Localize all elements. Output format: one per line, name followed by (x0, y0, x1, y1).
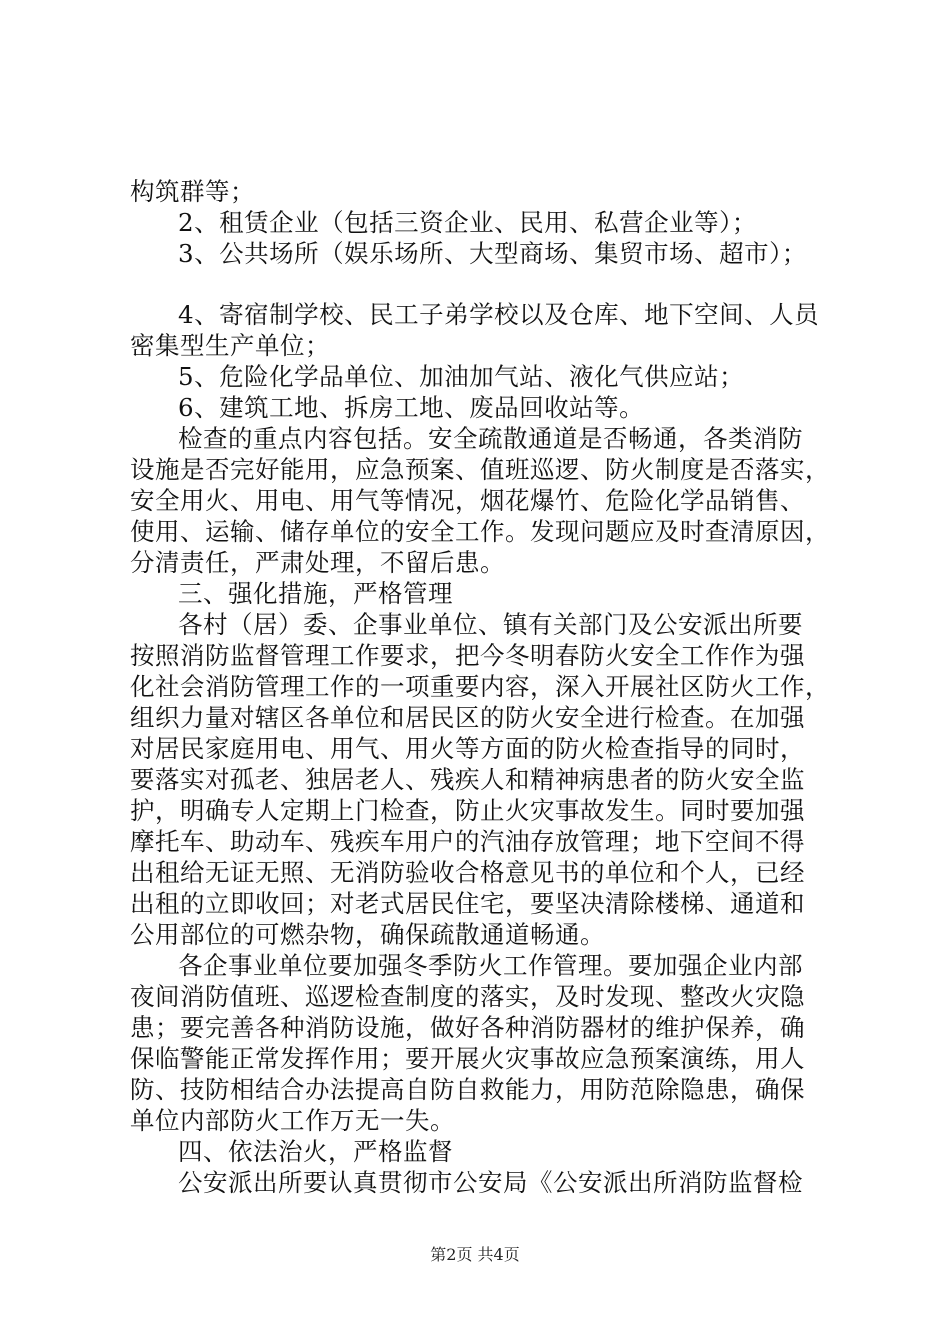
text-line: 护，明确专人定期上门检查，防止火灾事故发生。同时要加强 (130, 796, 805, 825)
section-heading: 四、依法治火，严格监督 (178, 1137, 453, 1166)
text-line: 组织力量对辖区各单位和居民区的防火安全进行检查。在加强 (130, 703, 805, 732)
text-line: 密集型生产单位； (130, 331, 330, 360)
text-line: 出租的立即收回；对老式居民住宅，要坚决清除楼梯、通道和 (130, 889, 805, 918)
text-line: 6、建筑工地、拆房工地、废品回收站等。 (178, 393, 645, 422)
text-line: 公安派出所要认真贯彻市公安局《公安派出所消防监督检 (178, 1168, 803, 1197)
text-line: 构筑群等； (130, 177, 255, 206)
text-line: 安全用火、用电、用气等情况，烟花爆竹、危险化学品销售、 (130, 486, 805, 515)
text-line: 夜间消防值班、巡逻检查制度的落实，及时发现、整改火灾隐 (130, 982, 805, 1011)
text-line: 公用部位的可燃杂物，确保疏散通道畅通。 (130, 920, 605, 949)
text-line: 各村（居）委、企事业单位、镇有关部门及公安派出所要 (178, 610, 803, 639)
text-line: 对居民家庭用电、用气、用火等方面的防火检查指导的同时， (130, 734, 805, 763)
text-line: 按照消防监督管理工作要求，把今冬明春防火安全工作作为强 (130, 641, 805, 670)
section-heading: 三、强化措施，严格管理 (178, 579, 453, 608)
text-line: 各企事业单位要加强冬季防火工作管理。要加强企业内部 (178, 951, 803, 980)
text-line: 出租给无证无照、无消防验收合格意见书的单位和个人，已经 (130, 858, 805, 887)
text-line: 使用、运输、储存单位的安全工作。发现问题应及时查清原因， (130, 517, 830, 546)
text-line: 5、危险化学品单位、加油加气站、液化气供应站； (178, 362, 745, 391)
text-line: 防、技防相结合办法提高自防自救能力，用防范除隐患，确保 (130, 1075, 805, 1104)
page-footer: 第2页 共4页 (430, 1245, 520, 1264)
text-line: 保临警能正常发挥作用；要开展火灾事故应急预案演练，用人 (130, 1044, 805, 1073)
text-line: 分清责任，严肃处理，不留后患。 (130, 548, 505, 577)
text-line: 设施是否完好能用，应急预案、值班巡逻、防火制度是否落实， (130, 455, 830, 484)
text-line: 患；要完善各种消防设施，做好各种消防器材的维护保养，确 (130, 1013, 805, 1042)
text-line: 2、租赁企业（包括三资企业、民用、私营企业等）； (178, 208, 757, 237)
text-line: 检查的重点内容包括。安全疏散通道是否畅通，各类消防 (178, 424, 803, 453)
text-line: 化社会消防管理工作的一项重要内容，深入开展社区防火工作， (130, 672, 830, 701)
text-line: 单位内部防火工作万无一失。 (130, 1106, 455, 1135)
text-line: 要落实对孤老、独居老人、残疾人和精神病患者的防火安全监 (130, 765, 805, 794)
text-line: 3、公共场所（娱乐场所、大型商场、集贸市场、超市）； (178, 239, 807, 268)
text-line: 4、寄宿制学校、民工子弟学校以及仓库、地下空间、人员 (178, 300, 820, 329)
text-line: 摩托车、助动车、残疾车用户的汽油存放管理；地下空间不得 (130, 827, 805, 856)
